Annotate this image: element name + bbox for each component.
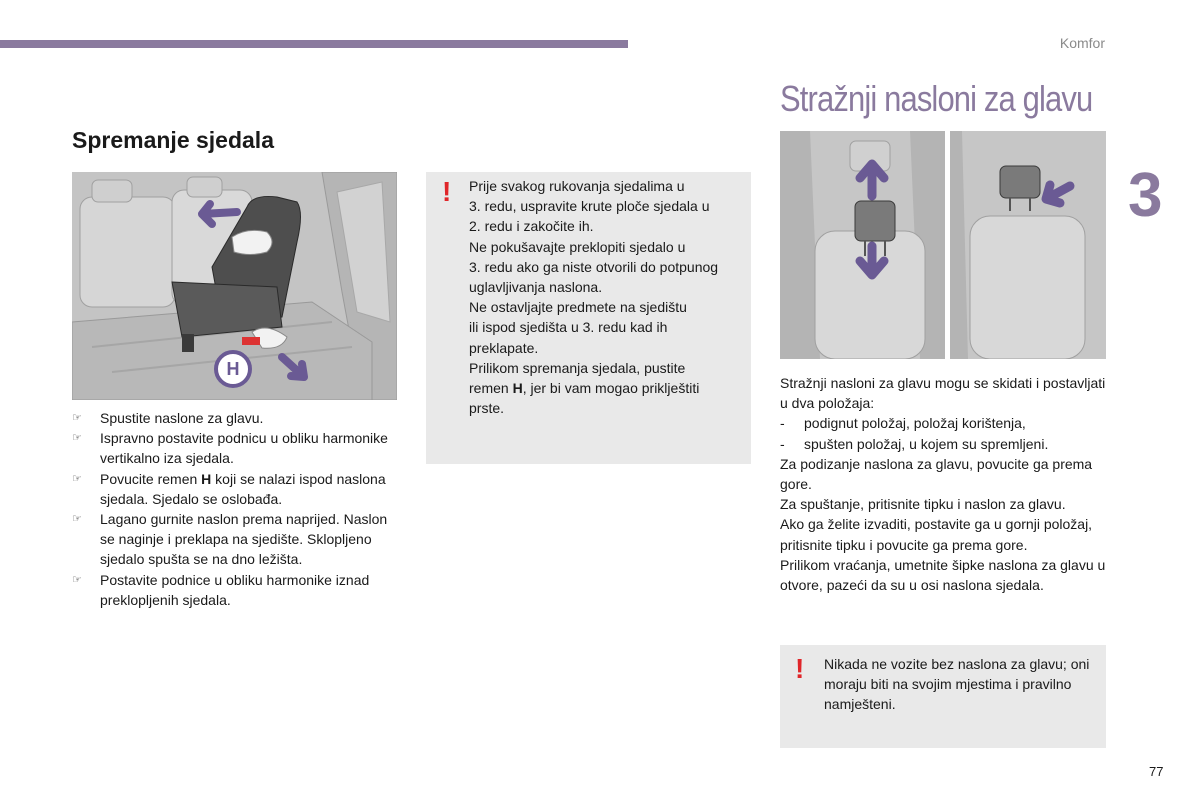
warning-line: Prije svakog rukovanja sjedalima u — [469, 178, 685, 194]
hand-pointer-icon: ☞ — [72, 432, 82, 445]
strap-h-label: H — [226, 359, 240, 379]
warning-icon: ! — [442, 176, 452, 207]
warning-line: 3. redu, uspravite krute ploče sjedala u — [469, 198, 710, 215]
intro-paragraph: Stražnji nasloni za glavu mogu se skidati i postavljati u dva položaja: — [780, 375, 1106, 412]
warning-line: ili ispod sjedišta u 3. redu kad ih — [469, 319, 668, 336]
position-item: - spušten položaj, u kojem su spremljeni. — [780, 435, 1049, 452]
section-label: Komfor — [1059, 35, 1105, 51]
hand-pointer-icon: ☞ — [72, 573, 82, 586]
seat-folding-photo — [72, 172, 397, 400]
list-item: ☞ Ispravno postavite podnicu u obliku harmonike vertikalno iza sjedala. — [72, 430, 388, 467]
warning-line: Ne pokušavajte preklopiti sjedalo u — [469, 238, 686, 255]
headrest-adjust-photo — [780, 131, 945, 359]
paragraph: Prilikom vraćanja, umetnite šipke naslona za glavu u otvore, pazeći da su u osi naslona sjedala. — [780, 556, 1106, 594]
position-item: - podignut položaj, položaj korištenja, — [780, 415, 1026, 432]
instruction-list — [72, 408, 392, 610]
headrest-description — [780, 373, 1106, 595]
warning-line: Prilikom spremanja sjedala, pustite — [469, 359, 686, 376]
section-heading: Spremanje sjedala — [72, 127, 274, 153]
list-item: ☞ Lagano gurnite naslon prema naprijed. Naslon se naginje i preklapa na sjedište. Sklopljeno sjedalo spušta se na dno ležišta. — [72, 511, 388, 568]
warning-line: uglavljivanja naslona. — [469, 279, 603, 296]
paragraph: Za spuštanje, pritisnite tipku i naslon za glavu. — [780, 496, 1066, 513]
chapter-number: 3 — [1128, 161, 1163, 230]
hand-pointer-icon: ☞ — [72, 513, 82, 526]
paragraph: Ako ga želite izvaditi, postavite ga u gornji položaj, pritisnite tipku i povucite ga prema gore. — [780, 516, 1093, 553]
hand-pointer-icon: ☞ — [72, 412, 82, 424]
warning-line: Ne ostavljajte predmete na sjedištu — [469, 299, 687, 316]
page-number: 77 — [1149, 764, 1164, 779]
warning-line: remen H, jer bi vam mogao priklještiti — [469, 380, 700, 397]
headrest-remove-photo — [950, 131, 1106, 359]
list-item: ☞ Postavite podnice u obliku harmonike iznad preklopljenih sjedala. — [72, 571, 370, 608]
warning-line: 3. redu ako ga niste otvorili do potpunog — [469, 258, 719, 275]
warning-box-seats — [426, 172, 751, 464]
list-item: ☞ Spustite naslone za glavu. — [72, 408, 392, 428]
header-accent-bar — [0, 40, 628, 48]
warning-text — [469, 176, 749, 418]
warning-text: Nikada ne vozite bez naslona za glavu; oni moraju biti na svojim mjestima i pravilno namješteni. — [824, 656, 1090, 713]
warning-line: prste. — [469, 400, 505, 417]
hand-pointer-icon: ☞ — [72, 472, 82, 485]
warning-icon: ! — [795, 653, 805, 684]
list-item: ☞ Povucite remen H koji se nalazi ispod naslona sjedala. Sjedalo se oslobađa. — [72, 470, 386, 507]
warning-line: preklapate. — [469, 339, 539, 356]
warning-box-headrests — [780, 645, 1106, 748]
paragraph: Za podizanje naslona za glavu, povucite ga prema gore. — [780, 455, 1093, 493]
strap-h-badge — [214, 350, 252, 388]
warning-line: 2. redu i zakočite ih. — [469, 218, 594, 235]
page-title: Stražnji nasloni za glavu — [780, 78, 1093, 119]
